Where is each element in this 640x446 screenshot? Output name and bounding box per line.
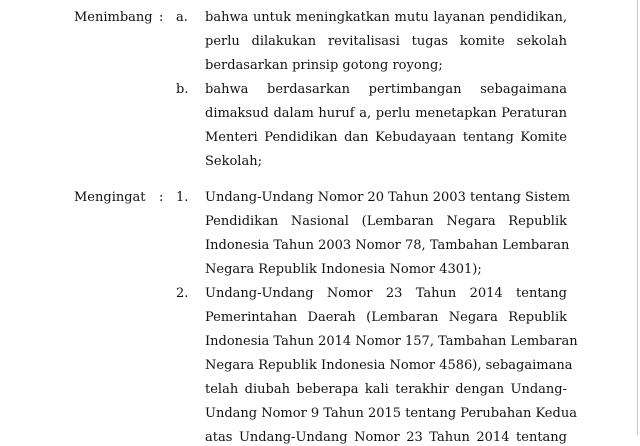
text-line: perlu dilakukan revitalisasi tugas komite sekolah	[205, 34, 567, 49]
text-line: Indonesia Tahun 2003 Nomor 78, Tambahan Lembaran	[205, 238, 570, 253]
mengingat-colon: :	[159, 190, 164, 205]
text-line: Negara Republik Indonesia Nomor 4586), sebagaimana	[205, 358, 573, 373]
text-line: Undang-Undang Nomor 20 Tahun 2003 tentang Sistem	[205, 190, 571, 205]
item-marker: b.	[176, 82, 189, 97]
item-marker: 1.	[176, 190, 189, 205]
text-line: bahwa untuk meningkatkan mutu layanan pendidikan,	[205, 10, 567, 25]
text-line: atas Undang-Undang Nomor 23 Tahun 2014 tentang	[205, 430, 567, 445]
menimbang-label: Menimbang	[74, 10, 153, 25]
item-marker: 2.	[176, 286, 189, 301]
text-line: Sekolah;	[205, 154, 262, 169]
text-line: bahwa berdasarkan pertimbangan sebagaimana	[205, 82, 567, 97]
text-line: berdasarkan prinsip gotong royong;	[205, 58, 443, 73]
text-line: Undang Nomor 9 Tahun 2015 tentang Perubahan Kedua	[205, 406, 577, 421]
menimbang-colon: :	[159, 10, 164, 25]
mengingat-label: Mengingat	[74, 190, 146, 205]
page-edge	[637, 0, 638, 435]
text-line: Menteri Pendidikan dan Kebudayaan tentang Komite	[205, 130, 567, 145]
text-line: Undang-Undang Nomor 23 Tahun 2014 tentang	[205, 286, 567, 301]
text-line: Pemerintahan Daerah (Lembaran Negara Republik	[205, 310, 567, 325]
text-line: dimaksud dalam huruf a, perlu menetapkan Peraturan	[205, 106, 567, 121]
text-line: Pendidikan Nasional (Lembaran Negara Republik	[205, 214, 567, 229]
text-line: telah diubah beberapa kali terakhir dengan Undang-	[205, 382, 567, 397]
item-marker: a.	[176, 10, 188, 25]
text-line: Negara Republik Indonesia Nomor 4301);	[205, 262, 482, 277]
text-line: Indonesia Tahun 2014 Nomor 157, Tambahan Lembaran	[205, 334, 578, 349]
